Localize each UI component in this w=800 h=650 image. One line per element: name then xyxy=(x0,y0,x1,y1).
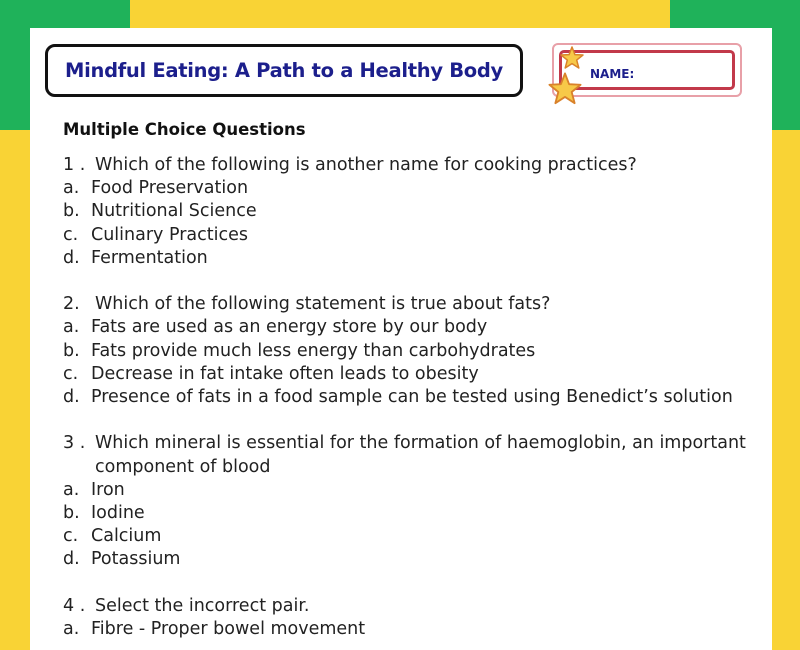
question-number: 4 . xyxy=(63,595,86,616)
question-text: Which of the following is another name for cooking practices? xyxy=(95,155,637,175)
question-number: 3 . xyxy=(63,433,86,454)
question-number: 1 . xyxy=(63,155,86,175)
option xyxy=(63,363,763,386)
option-text: Fibre - Proper bowel movement xyxy=(91,619,366,640)
option-letter: b. xyxy=(63,503,80,524)
option xyxy=(63,224,763,247)
option xyxy=(63,618,763,641)
option-letter: c. xyxy=(63,526,79,547)
questions-list xyxy=(63,154,763,650)
option-text: Decrease in fat intake often leads to obesity xyxy=(91,363,479,384)
option xyxy=(63,340,763,363)
option-letter: a. xyxy=(63,178,80,199)
option-letter: d. xyxy=(63,247,80,268)
option-letter: b. xyxy=(63,201,80,222)
option xyxy=(63,247,763,270)
option-letter: c. xyxy=(63,363,79,384)
worksheet-page xyxy=(30,28,772,650)
worksheet-title: Mindful Eating: A Path to a Healthy Body xyxy=(65,59,503,82)
option-letter: a. xyxy=(63,619,80,640)
option xyxy=(63,479,763,502)
star-icon xyxy=(560,46,584,70)
option-text: Culinary Practices xyxy=(91,224,248,245)
option-letter: d. xyxy=(63,549,80,570)
section-heading: Multiple Choice Questions xyxy=(63,120,306,139)
question-text: Which of the following statement is true about fats? xyxy=(95,294,551,315)
question-3 xyxy=(63,432,763,571)
option xyxy=(63,502,763,525)
title-box xyxy=(45,44,523,97)
option xyxy=(63,548,763,571)
option xyxy=(63,386,763,409)
option-text: Iodine xyxy=(91,503,145,524)
question-2 xyxy=(63,293,763,409)
option xyxy=(63,525,763,548)
option-text: Nutritional Science xyxy=(91,201,257,222)
question-text: Which mineral is essential for the formation of haemoglobin, an important component of blood xyxy=(95,433,746,477)
option-text: Fats are used as an energy store by our body xyxy=(91,317,488,338)
option xyxy=(63,316,763,339)
question-number: 2. xyxy=(63,294,80,315)
option-letter: b. xyxy=(63,340,80,361)
option-letter: c. xyxy=(63,224,79,245)
option-text: Fermentation xyxy=(91,247,208,268)
option xyxy=(63,177,763,200)
question-text: Select the incorrect pair. xyxy=(95,595,310,616)
option-text: Calcium xyxy=(91,526,162,547)
option-text: Presence of fats in a food sample can be tested using Benedict’s solution xyxy=(91,387,733,408)
option-text: Fats provide much less energy than carbohydrates xyxy=(91,340,536,361)
question-1 xyxy=(63,154,763,270)
question-4 xyxy=(63,595,763,641)
option-text: Potassium xyxy=(91,549,181,570)
option-letter: d. xyxy=(63,387,80,408)
name-label: NAME: xyxy=(590,67,635,81)
option-letter: a. xyxy=(63,317,80,338)
option-letter: a. xyxy=(63,479,80,500)
option xyxy=(63,200,763,223)
star-icon xyxy=(548,72,582,106)
option-text: Food Preservation xyxy=(91,178,249,199)
name-box-inner xyxy=(559,50,735,90)
option-text: Iron xyxy=(91,479,125,500)
